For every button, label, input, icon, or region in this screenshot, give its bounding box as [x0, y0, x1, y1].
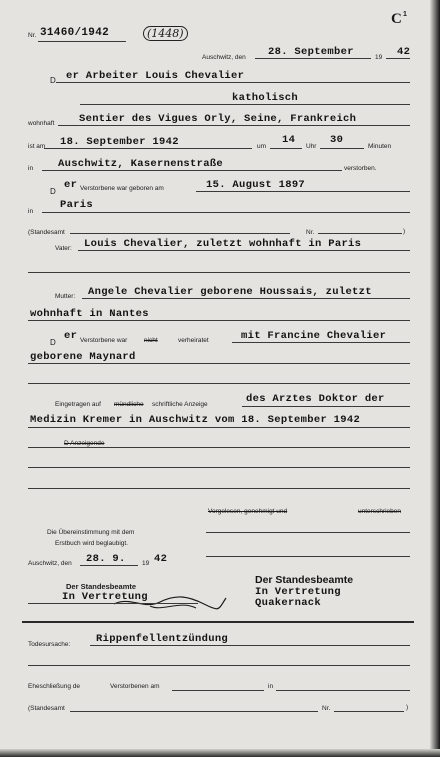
birth-nr-line — [318, 233, 402, 234]
birth-place-line — [42, 212, 410, 213]
marriage-extra-line — [28, 383, 410, 384]
mother-line-2-rule — [28, 320, 410, 321]
scan-edge-right — [430, 0, 440, 757]
religion: katholisch — [232, 92, 299, 104]
address-line — [58, 125, 410, 126]
verstorben-label: verstorben. — [344, 165, 377, 172]
report-muendliche: mündliche — [114, 401, 144, 408]
deceased-name: er Arbeiter Louis Chevalier — [66, 70, 245, 82]
form-code: C — [391, 11, 402, 27]
death-place-line — [42, 170, 342, 171]
minuten-label: Minuten — [368, 143, 392, 150]
marriage-gender: er — [64, 330, 78, 342]
approval-unterschrieben: unterschrieben — [358, 508, 401, 515]
certification-line-1: Die Übereinstimmung mit dem — [47, 529, 135, 536]
cause-value: Rippenfellentzündung — [96, 633, 229, 645]
report-label-b: schriftliche Anzeige — [152, 401, 208, 408]
right-official-sub-2: Quakernack — [255, 597, 322, 609]
ehe-place-line — [276, 690, 410, 691]
birth-label: Verstorbene war geboren am — [80, 185, 164, 192]
birth-in-label: in — [28, 208, 34, 215]
name-d-prefix: D — [50, 76, 56, 85]
birth-gender: er — [64, 179, 78, 191]
register-number-line — [38, 41, 126, 42]
registration-year-line — [386, 58, 410, 59]
place-prefix: Auschwitz, den — [202, 54, 246, 61]
footer-standesamt-line — [70, 711, 318, 712]
footer-nr-line — [334, 711, 404, 712]
spouse-line-2: geborene Maynard — [30, 351, 136, 363]
mother-line-1-rule — [82, 298, 410, 299]
father-line-2 — [28, 272, 410, 273]
footer-standesamt: (Standesamt — [28, 705, 65, 712]
year-prefix: 19 — [375, 54, 383, 61]
death-place: Auschwitz, Kasernenstraße — [58, 158, 224, 170]
birth-date: 15. August 1897 — [206, 179, 306, 191]
death-date: 18. September 1942 — [60, 136, 179, 148]
certification-date: 28. 9. — [86, 553, 126, 565]
birth-standesamt-label: (Standesamt — [28, 229, 65, 236]
marriage-label-a: Verstorbene war — [80, 337, 128, 344]
death-minute: 30 — [330, 134, 344, 146]
certification-date-line — [80, 565, 138, 566]
birth-close-paren: ) — [403, 228, 406, 235]
report-label-a: Eingetragen auf — [55, 401, 101, 408]
report-line-2-rule — [28, 427, 410, 428]
ehe-verstorbenen: Verstorbenen am — [110, 683, 160, 690]
ehe-date-line — [172, 690, 264, 691]
left-official-title: Der Standesbeamte — [66, 582, 137, 591]
ehe-in-label: in — [268, 683, 274, 690]
right-official-title: Der Standesbeamte — [255, 574, 354, 586]
father-line — [78, 250, 410, 251]
report-line-2: Medizin Kremer in Auschwitz vom 18. September 1942 — [30, 414, 361, 426]
report-anzeigende: D Anzeigende — [64, 440, 105, 447]
birth-place: Paris — [60, 199, 94, 211]
death-hour-line — [270, 148, 302, 149]
marriage-nicht: nicht — [144, 337, 158, 344]
left-signature-line — [28, 603, 198, 604]
form-code-sup: 1 — [403, 11, 407, 18]
mutter-label: Mutter: — [55, 293, 76, 300]
registration-year: 42 — [397, 46, 411, 58]
report-line-1-rule — [242, 406, 410, 407]
mother-line-2: wohnhaft in Nantes — [30, 308, 149, 320]
birth-d-prefix: D — [50, 187, 56, 196]
wohnhaft-label: wohnhaft — [28, 120, 55, 127]
certification-place: Auschwitz, den — [28, 560, 72, 567]
signature-scribble — [110, 590, 230, 614]
anzeigende-line-2 — [28, 467, 410, 468]
marriage-d-prefix: D — [50, 338, 56, 347]
section-divider — [22, 621, 414, 623]
certification-line-2: Erstbuch wird beglaubigt. — [55, 540, 128, 547]
marriage-label-b: verheiratet — [178, 337, 209, 344]
uhr-label: Uhr — [306, 143, 317, 150]
um-label: um — [257, 143, 267, 150]
registration-date-line — [255, 58, 371, 59]
death-hour: 14 — [282, 134, 296, 146]
spouse-line-1-rule — [232, 342, 410, 343]
name-line — [56, 82, 410, 83]
mother-line-1: Angele Chevalier geborene Houssais, zuletzt — [88, 286, 372, 298]
birth-date-line — [196, 191, 410, 192]
spouse-line-2-rule — [28, 363, 410, 364]
father: Louis Chevalier, zuletzt wohnhaft in Paris — [84, 238, 362, 250]
footer-nr-label: Nr. — [322, 705, 331, 712]
approval-line-2 — [206, 556, 410, 557]
death-minute-line — [320, 148, 364, 149]
birth-standesamt-line — [70, 233, 290, 234]
certification-year-prefix: 19 — [142, 560, 150, 567]
ehe-label: Eheschließung de — [28, 683, 81, 690]
vater-label: Vater: — [55, 245, 72, 252]
register-number: 31460/1942 — [40, 27, 110, 39]
scan-edge-bottom — [0, 749, 440, 757]
anzeigende-line-3 — [28, 488, 410, 489]
approval-vorgelesen: Vorgelesen, genehmigt und — [208, 508, 288, 515]
cause-line — [90, 645, 410, 646]
religion-line — [80, 104, 410, 105]
report-line-1: des Arztes Doktor der — [246, 393, 385, 405]
certification-year: 42 — [154, 553, 168, 565]
birth-nr-label: Nr. — [306, 229, 315, 236]
cause-label: Todesursache: — [28, 641, 71, 648]
footer-close-paren: ) — [406, 704, 409, 711]
death-date-line — [44, 148, 252, 149]
approval-line-1 — [206, 532, 410, 533]
cause-line-2 — [28, 665, 410, 666]
ist-am-label: ist am — [28, 143, 46, 150]
left-official-sub: In Vertretung — [62, 591, 148, 603]
anzeigende-line — [28, 447, 410, 448]
spouse-line-1: mit Francine Chevalier — [241, 330, 387, 342]
address: Sentier des Vigues Orly, Seine, Frankreich — [79, 113, 357, 125]
in-label: in — [28, 165, 34, 172]
nr-label: Nr. — [28, 32, 37, 39]
right-official-sub-1: In Vertretung — [255, 586, 341, 598]
registration-date: 28. September — [268, 46, 354, 58]
handwritten-number: (1448) — [143, 26, 188, 41]
